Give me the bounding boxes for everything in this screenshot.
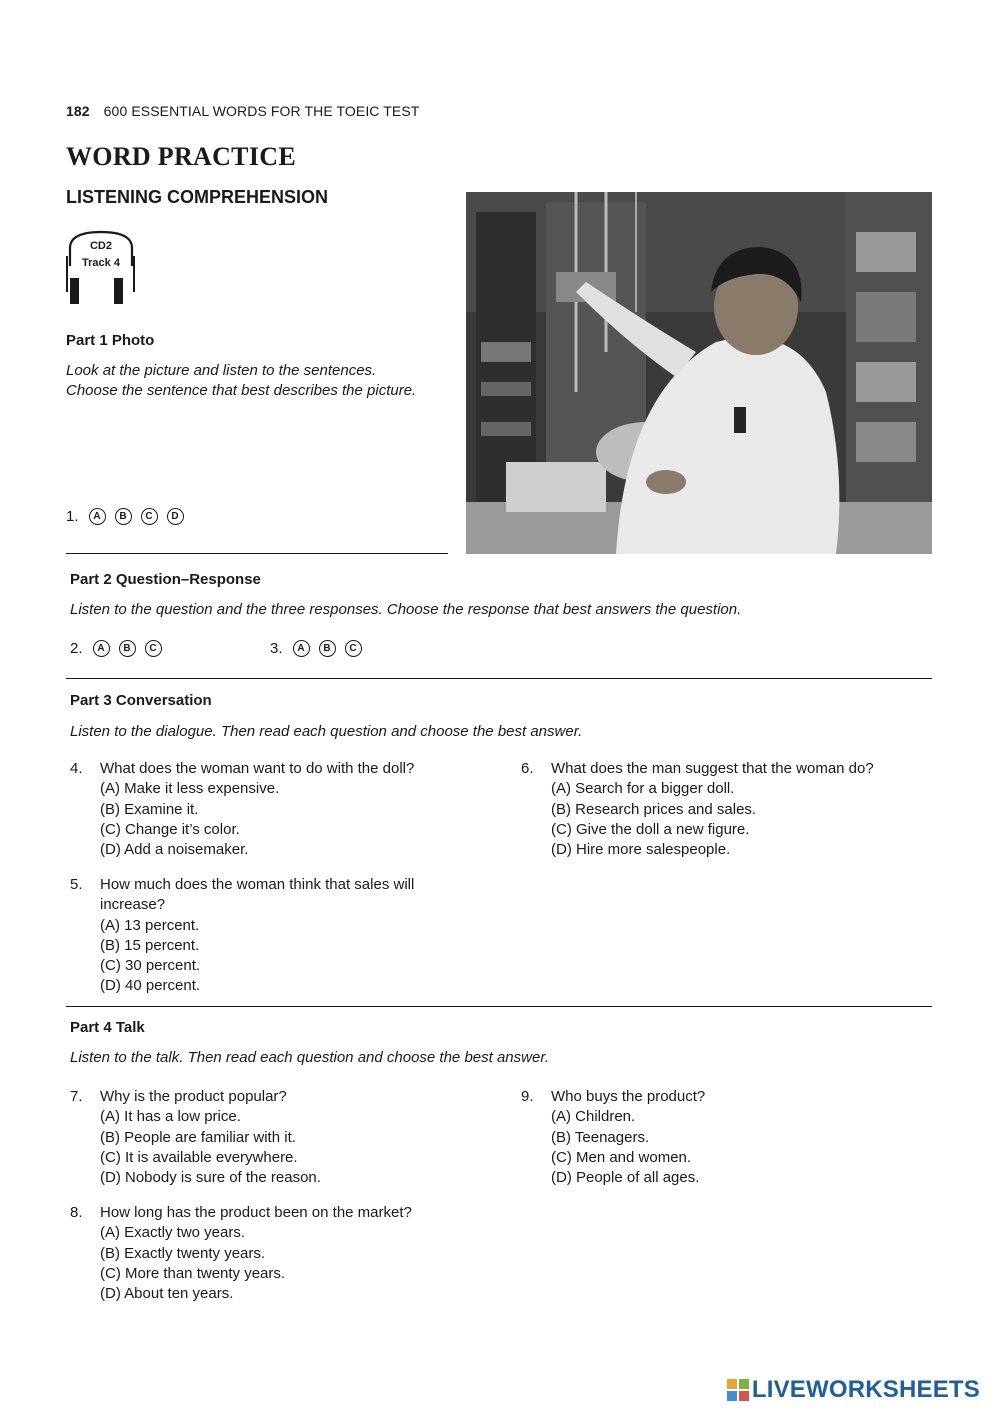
answer-bubble-c[interactable]: C bbox=[141, 508, 158, 525]
answer-option[interactable]: (C) Men and women. bbox=[551, 1148, 692, 1166]
divider bbox=[66, 1006, 932, 1007]
answer-option[interactable]: (C) 30 percent. bbox=[100, 957, 201, 975]
question-text: Why is the product popular? bbox=[100, 1088, 287, 1105]
question-number: 6. bbox=[521, 760, 534, 777]
answer-row-2 bbox=[70, 640, 165, 657]
answer-bubble-a[interactable]: A bbox=[93, 640, 110, 657]
question-number: 2. bbox=[70, 640, 83, 657]
answer-bubble-b[interactable]: B bbox=[119, 640, 136, 657]
logo-icon bbox=[726, 1378, 750, 1402]
part3-heading: Part 3 Conversation bbox=[70, 692, 212, 709]
answer-option[interactable]: (B) People are familiar with it. bbox=[100, 1128, 296, 1146]
question-number: 1. bbox=[66, 508, 79, 525]
track-label: Track 4 bbox=[82, 257, 120, 269]
running-header bbox=[66, 103, 419, 119]
question-6 bbox=[521, 759, 941, 860]
brand-name: LIVEWORKSHEETS bbox=[751, 1376, 980, 1403]
book-title: 600 ESSENTIAL WORDS FOR THE TOEIC TEST bbox=[103, 103, 420, 119]
question-9 bbox=[521, 1087, 941, 1188]
part1-heading: Part 1 Photo bbox=[66, 332, 155, 349]
cd-label: CD2 bbox=[89, 240, 112, 252]
answer-option[interactable]: (A) Search for a bigger doll. bbox=[551, 780, 735, 798]
answer-option[interactable]: (C) It is available everywhere. bbox=[100, 1148, 298, 1166]
answer-option[interactable]: (C) Change it’s color. bbox=[100, 820, 240, 838]
answer-option[interactable]: (A) It has a low price. bbox=[100, 1108, 241, 1126]
page-number: 182 bbox=[66, 103, 90, 119]
answer-row-1 bbox=[66, 508, 187, 525]
page-title: WORD PRACTICE bbox=[66, 142, 296, 171]
part1-instructions: Look at the picture and listen to the sentences. Choose the sentence that best describes the picture. bbox=[66, 362, 417, 399]
answer-option[interactable]: (D) People of all ages. bbox=[551, 1169, 700, 1187]
answer-option[interactable]: (C) Give the doll a new figure. bbox=[551, 820, 750, 838]
question-text: How much does the woman think that sales will increase? bbox=[100, 876, 415, 914]
part2-heading: Part 2 Question–Response bbox=[70, 571, 261, 588]
question-5 bbox=[70, 875, 490, 997]
answer-option[interactable]: (C) More than twenty years. bbox=[100, 1264, 286, 1282]
answer-option[interactable]: (D) Add a noisemaker. bbox=[100, 841, 249, 859]
question-4 bbox=[70, 759, 490, 860]
question-number: 7. bbox=[70, 1088, 83, 1105]
answer-bubble-b[interactable]: B bbox=[115, 508, 132, 525]
part4-instructions: Listen to the talk. Then read each question and choose the best answer. bbox=[70, 1049, 549, 1066]
answer-option[interactable]: (D) About ten years. bbox=[100, 1285, 234, 1303]
answer-option[interactable]: (D) Hire more salespeople. bbox=[551, 841, 731, 859]
question-number: 8. bbox=[70, 1204, 83, 1221]
question-8 bbox=[70, 1203, 490, 1304]
question-text: How long has the product been on the market? bbox=[100, 1204, 412, 1221]
headphones-icon[interactable] bbox=[64, 226, 138, 306]
question-number: 3. bbox=[270, 640, 283, 657]
answer-option[interactable]: (B) Exactly twenty years. bbox=[100, 1244, 266, 1262]
answer-option[interactable]: (A) Make it less expensive. bbox=[100, 780, 280, 798]
answer-option[interactable]: (B) Research prices and sales. bbox=[551, 800, 757, 818]
answer-bubble-c[interactable]: C bbox=[345, 640, 362, 657]
answer-row-3 bbox=[270, 640, 365, 657]
answer-option[interactable]: (A) 13 percent. bbox=[100, 916, 200, 934]
answer-bubble-b[interactable]: B bbox=[319, 640, 336, 657]
section-title: LISTENING COMPREHENSION bbox=[66, 187, 329, 207]
part2-instructions: Listen to the question and the three responses. Choose the response that best answers the question. bbox=[70, 601, 742, 618]
question-text: Who buys the product? bbox=[551, 1088, 706, 1105]
answer-option[interactable]: (A) Children. bbox=[551, 1108, 636, 1126]
answer-bubble-a[interactable]: A bbox=[89, 508, 106, 525]
part4-heading: Part 4 Talk bbox=[70, 1019, 145, 1036]
answer-option[interactable]: (A) Exactly two years. bbox=[100, 1224, 246, 1242]
question-number: 9. bbox=[521, 1088, 534, 1105]
part3-instructions: Listen to the dialogue. Then read each question and choose the best answer. bbox=[70, 723, 583, 740]
question-number: 4. bbox=[70, 760, 83, 777]
question-7 bbox=[70, 1087, 490, 1188]
question-number: 5. bbox=[70, 876, 83, 893]
divider bbox=[66, 553, 448, 554]
answer-option[interactable]: (B) Examine it. bbox=[100, 800, 199, 818]
lab-photo bbox=[466, 192, 932, 554]
answer-bubble-d[interactable]: D bbox=[167, 508, 184, 525]
answer-option[interactable]: (B) 15 percent. bbox=[100, 936, 200, 954]
answer-bubble-c[interactable]: C bbox=[145, 640, 162, 657]
answer-bubble-a[interactable]: A bbox=[293, 640, 310, 657]
answer-option[interactable]: (D) Nobody is sure of the reason. bbox=[100, 1169, 321, 1187]
question-text: What does the woman want to do with the doll? bbox=[100, 760, 415, 777]
question-text: What does the man suggest that the woman do? bbox=[551, 760, 874, 777]
liveworksheets-logo[interactable] bbox=[726, 1376, 980, 1404]
answer-option[interactable]: (B) Teenagers. bbox=[551, 1128, 650, 1146]
answer-option[interactable]: (D) 40 percent. bbox=[100, 977, 201, 995]
divider bbox=[66, 678, 932, 679]
